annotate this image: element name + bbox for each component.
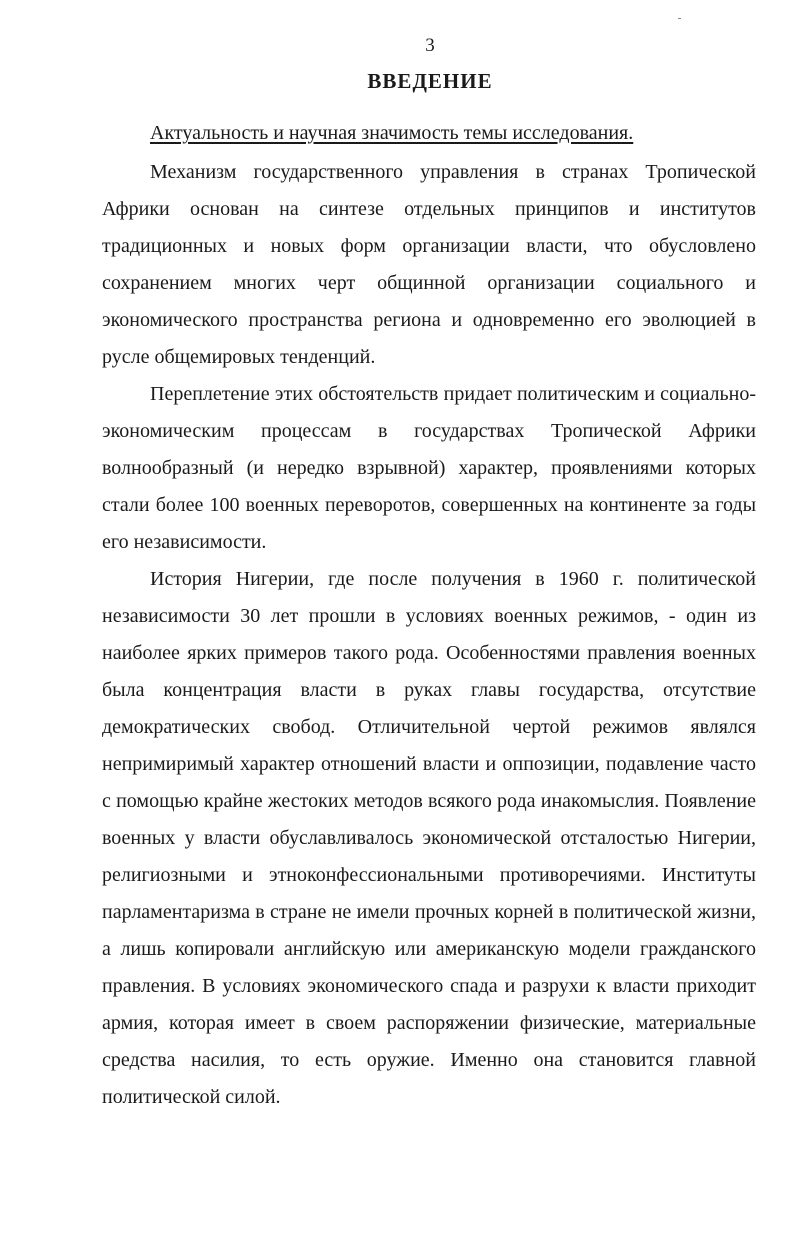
paragraph-3: История Нигерии, где после получения в 1960 г. политической независимости 30 лет прошли в условиях военных режимов, - один из наиболее ярких примеров такого рода. Особенностями правления военных была концентрация власти в руках главы государства, отсутствие демократических свобод. Отличительной чертой режимов являлся непримиримый характер отношений власти и оппозиции, подавление часто с помощью крайне жестоких методов всякого рода инакомыслия. Появление военных у власти обуславливалось экономической отсталостью Нигерии, религиозными и этноконфессиональными противоречиями. Институты парламентаризма в стране не имели прочных корней в политической жизни, а лишь копировали английскую или американскую модели гражданского правления. В условиях экономического спада и разрухи к власти приходит армия, которая имеет в своем распоряжении физические, материальные средства насилия, то есть оружие. Именно она становится главной политической силой. [102, 568, 756, 1108]
page-title: ВВЕДЕНИЕ [367, 69, 493, 93]
page-number: 3 [425, 35, 435, 56]
paragraph-1: Механизм государственного управления в странах Тропической Африки основан на синтезе отдельных принципов и институтов традиционных и новых форм организации власти, что обусловлено сохранением многих черт общинной организации социального и экономического пространства региона и одновременно его эволюцией в русле общемировых тенденций. [102, 161, 756, 368]
body-text [102, 115, 756, 1116]
scan-mark [678, 18, 681, 19]
paragraph-2: Переплетение этих обстоятельств придает политическим и социально-экономическим процессам в государствах Тропической Африки волнообразный (и нередко взрывной) характер, проявлениями которых стали более 100 военных переворотов, совершенных на континенте за годы его независимости. [102, 383, 756, 553]
section-heading: Актуальность и научная значимость темы исследования. [150, 122, 634, 144]
